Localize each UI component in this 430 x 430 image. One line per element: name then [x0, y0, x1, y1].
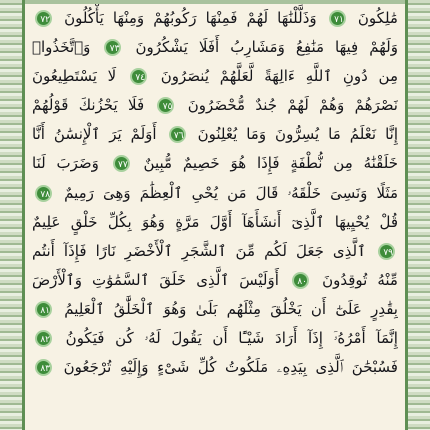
verse-text: لَا يَسْتَطِيعُونَ [32, 67, 117, 86]
ayah-number-marker: ٧٥ [157, 97, 174, 114]
text-line [32, 266, 398, 295]
verse-text: وَذَلَّلْنَٰهَا لَهُمْ فَمِنْهَا رَكُوبُهُمْ وَمِنْهَا يَأْكُلُونَ [64, 9, 317, 27]
text-line [32, 237, 398, 266]
verse-text: ٱلَّذِى جَعَلَ لَكُم مِّنَ ٱلشَّجَرِ ٱلْأَخْضَرِ نَارًا فَإِذَآ أَنتُم [32, 241, 366, 260]
ayah-number-marker: ٧٣ [104, 39, 121, 56]
ayah-number-marker: ٨٢ [35, 330, 52, 347]
verse-text: مِن دُونِ ٱللَّهِ ءَالِهَةً لَّعَلَّهُمْ يُنصَرُونَ [160, 67, 398, 86]
verse-text: مَثَلًا وَنَسِىَ خَلْقَهُۥ قَالَ مَن يُحْىِ ٱلْعِظَٰمَ وَهِىَ رَمِيمٌ [64, 183, 398, 202]
ayah-number-marker: ٧٦ [169, 126, 186, 143]
ayah-number-marker: ٧٢ [35, 10, 52, 27]
text-line [32, 353, 398, 382]
text-line [32, 149, 398, 178]
verse-text: قُلْ يُحْيِيهَا ٱلَّذِىٓ أَنشَأَهَآ أَوَّلَ مَرَّةٍ وَهُوَ بِكُلِّ خَلْقٍ عَلِيمٌ [32, 212, 398, 231]
verse-text: إِنَّمَآ أَمْرُهُۥٓ إِذَآ أَرَادَ شَيْـًٔا أَن يَقُولَ لَهُۥ كُن فَيَكُونُ [65, 329, 398, 348]
text-line [32, 179, 398, 208]
ayah-number-marker: ٧٩ [378, 243, 395, 260]
right-border-line [405, 0, 408, 430]
verse-text: إِنَّا نَعْلَمُ مَا يُسِرُّونَ وَمَا يُعْلِنُونَ [197, 125, 398, 144]
verse-text: وَلَهُمْ فِيهَا مَنَٰفِعُ وَمَشَارِبُ أَفَلَا يَشْكُرُونَ [135, 38, 398, 57]
text-line [32, 120, 398, 149]
verse-text: أَوَلَيْسَ ٱلَّذِى خَلَقَ ٱلسَّمَٰوَٰتِ وَٱلْأَرْضَ [32, 270, 279, 289]
verse-text: مَٰلِكُونَ [357, 9, 398, 27]
verse-text: بِقَٰدِرٍ عَلَىٰٓ أَن يَخْلُقَ مِثْلَهُم بَلَىٰ وَهُوَ ٱلْخَلَّٰقُ ٱلْعَلِيمُ [64, 299, 398, 318]
verse-text: وَٱتَّخَذُوا۟ [32, 38, 91, 57]
text-line [32, 62, 398, 91]
verse-text: فَسُبْحَٰنَ ٱلَّذِى بِيَدِهِۦ مَلَكُوتُ كُلِّ شَىْءٍ وَإِلَيْهِ تُرْجَعُونَ [63, 358, 398, 377]
right-ornament-border [408, 0, 430, 430]
ayah-number-marker: ٧٨ [35, 185, 52, 202]
ayah-number-marker: ٨١ [35, 301, 52, 318]
verse-text: نَصْرَهُمْ وَهُمْ لَهُمْ جُندٌ مُّحْضَرُونَ [187, 96, 398, 115]
left-border-line [22, 0, 25, 430]
text-line [32, 324, 398, 353]
text-line [32, 33, 398, 62]
verse-text: وَضَرَبَ لَنَا [32, 154, 99, 173]
verse-text: مِّنْهُ تُوقِدُونَ [322, 270, 398, 289]
text-line [32, 208, 398, 237]
text-line [32, 295, 398, 324]
text-line [32, 4, 398, 33]
ayah-number-marker: ٨٠ [292, 272, 309, 289]
verse-text: خَلَقْنَٰهُ مِن نُّطْفَةٍ فَإِذَا هُوَ خَصِيمٌ مُّبِينٌ [143, 154, 398, 173]
verse-text: أَوَلَمْ يَرَ ٱلْإِنسَٰنُ أَنَّا [32, 125, 157, 144]
left-ornament-border [0, 0, 22, 430]
verse-text: فَلَا يَحْزُنكَ قَوْلُهُمْ [32, 96, 145, 115]
ayah-number-marker: ٨٣ [35, 359, 52, 376]
ayah-number-marker: ٧١ [329, 10, 346, 27]
ayah-number-marker: ٧٤ [130, 68, 147, 85]
verse-text-area [32, 4, 398, 430]
text-line [32, 91, 398, 120]
ayah-number-marker: ٧٧ [113, 155, 130, 172]
